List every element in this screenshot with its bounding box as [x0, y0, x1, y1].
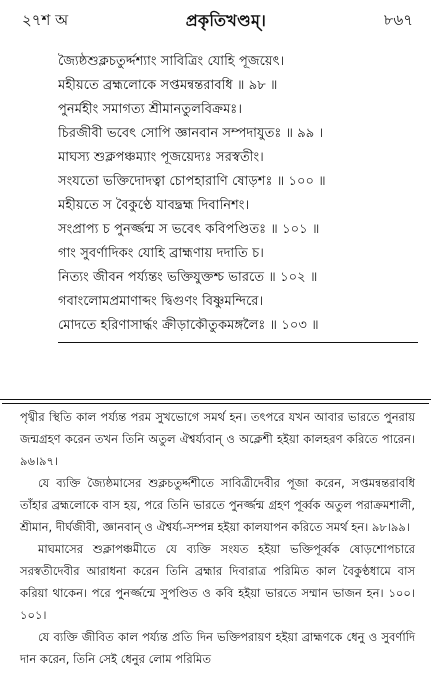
commentary-paragraph: যে ব্যক্তি জ্যৈষ্ঠমাসের শুক্লচতুর্দ্দশীতে সাবিত্রীদেবীর পূজা করেন, সপ্তমন্বন্তরাবধি তাঁহার ব্রহ্মলোকে বাস হয়, পরে তিনি ভারতে পুনর্জ্জন্ম গ্রহণ পূর্ব্বক অতুল পরাক্রমশালী, শ্রীমান, দীর্ঘজীবী, জ্ঞানবান্ ও ঐশ্বর্য্য-সম্পন্ন হইয়া কালযাপন করিতে সমর্থ হন। ৯৮।৯৯। — [20, 476, 415, 534]
verse-line: মোদতে হরিণাসার্দ্ধং ক্রীড়াকৌতুকমঙ্গলৈঃ ॥ ১০৩ ॥ — [58, 316, 418, 343]
chapter-label: ২৭শ অ — [22, 10, 69, 29]
bengali-commentary — [20, 406, 415, 670]
verse-line: মহীয়তে স বৈকুণ্ঠে যাবদ্ব্রহ্ম দিবানিশং। — [58, 198, 250, 213]
verse-line: নিত্যং জীবন পর্য্যন্তং ভক্তিযুক্তশ্চ ভারতে ॥ ১০২ ॥ — [58, 270, 318, 285]
verse-line: গবাংলোমপ্রমাণাব্দং দ্বিগুণং বিষ্ণুমন্দিরে। — [58, 294, 264, 309]
verse-line: সংপ্রাপ্য চ পুনর্জ্জন্ম স ভবেৎ কবিপণ্ডিতঃ ॥ ১০১ ॥ — [58, 222, 320, 237]
page-title: প্রকৃতিখণ্ডম্। — [185, 10, 267, 30]
verse-line: চিরজীবী ভবেৎ সোপি জ্ঞানবান সম্পদাযুতঃ ॥ ৯৯ । — [58, 126, 324, 141]
sanskrit-verses — [58, 52, 418, 343]
verse-line: মাঘস্য শুক্লপঞ্চম্যাং পূজয়েদ্যঃ সরস্বতীং। — [58, 150, 264, 165]
section-divider-inner — [2, 403, 429, 404]
section-divider — [0, 399, 431, 400]
verse-line: সংযতো ভক্তিদোদত্বা চোপহারাণি ষোড়শঃ ॥ ১০০ ॥ — [58, 174, 326, 189]
commentary-paragraph: পৃথ্বীর স্থিতি কাল পর্য্যন্ত পরম সুখভোগে সমর্থ হন। তৎপরে যখন আবার ভারতে পুনরায় জন্মগ্রহণ করেন তখন তিনি অতুল ঐশ্বর্য্যবান্ ও অক্লেশী হইয়া কালহরণ করিতে পারেন। ৯৬।৯৭। — [20, 410, 415, 468]
verse-line: মহীয়তে ব্রহ্মলোকে সপ্তমন্বন্তরাবধি ॥ ৯৮ ॥ — [58, 78, 278, 93]
commentary-paragraph: যে ব্যক্তি জীবিত কাল পর্য্যন্ত প্রতি দিন ভক্তিপরায়ণ হইয়া ব্রাহ্মণকে ধেনু ও সুবর্ণাদি দান করেন, তিনি সেই ধেনুর লোম পরিমিত — [20, 630, 415, 666]
verse-line: গাং সুবর্ণাদিকং যোহি ব্রাহ্মণায় দদাতি চ। — [58, 246, 264, 261]
verse-line: জ্যৈষ্ঠশুক্লচতুর্দ্দশ্যাং সাবিত্রিং যোহি পূজয়েৎ। — [58, 54, 285, 69]
page-header — [22, 8, 413, 34]
verse-line: পুনর্মহীং সমাগত্য শ্রীমানতুলবিক্রমঃ। — [58, 102, 243, 117]
page-number: ৮৬৭ — [383, 10, 413, 29]
commentary-paragraph: মাঘমাসের শুক্লাপঞ্চমীতে যে ব্যক্তি সংযত হইয়া ভক্তিপূর্ব্বক ষোড়শোপচারে সরস্বতীদেবীর আরাধনা করেন তিনি ব্রহ্মার দিবারাত্র পরিমিত কাল বৈকুণ্ঠধামে বাস করিয়া থাকেন। পরে পুনর্জ্জন্মে সুপণ্ডিত ও কবি হইয়া ভারতে সম্মান ভাজন হন। ১০০। ১০১। — [20, 542, 415, 622]
